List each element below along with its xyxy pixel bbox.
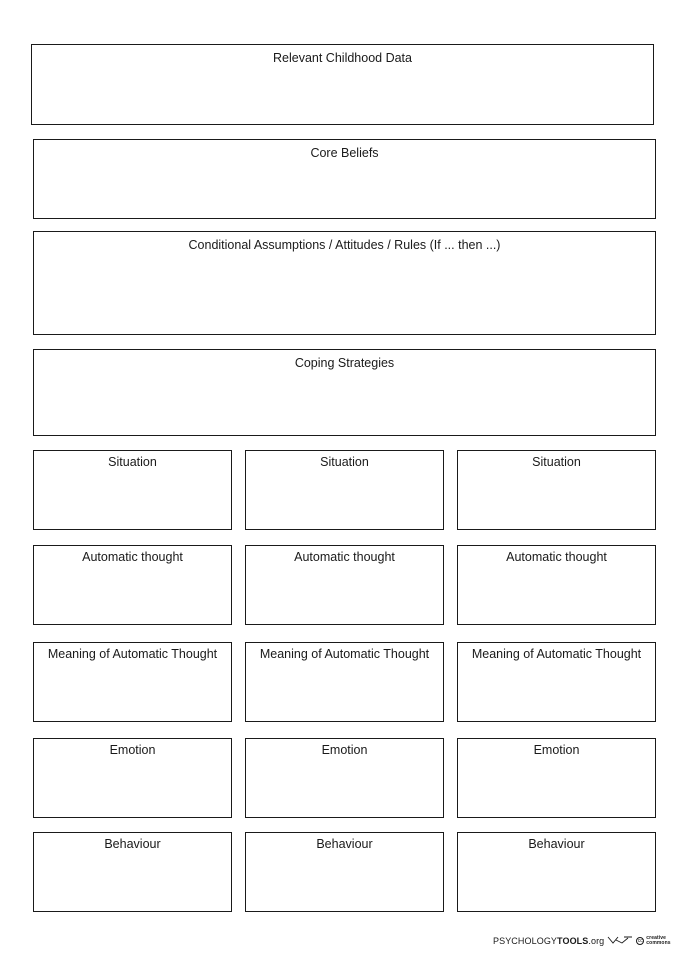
automatic-thought-label-2: Automatic thought xyxy=(294,550,395,564)
automatic-thought-box-2[interactable] xyxy=(245,545,444,625)
automatic-thought-label-3: Automatic thought xyxy=(506,550,607,564)
coping-strategies-label: Coping Strategies xyxy=(294,356,395,370)
emotion-label-3: Emotion xyxy=(533,743,580,757)
behaviour-box-2[interactable] xyxy=(245,832,444,912)
automatic-thought-label-1: Automatic thought xyxy=(82,550,183,564)
conditional-assumptions-label: Conditional Assumptions / Attitudes / Rules (If ... then ...) xyxy=(188,238,501,252)
automatic-thought-box-3[interactable] xyxy=(457,545,656,625)
conditional-assumptions-box[interactable] xyxy=(33,231,656,335)
brand-prefix: PSYCHOLOGY xyxy=(493,936,558,946)
meaning-box-2[interactable] xyxy=(245,642,444,722)
brand-suffix: .org xyxy=(588,936,605,946)
situation-box-3[interactable] xyxy=(457,450,656,530)
emotion-box-3[interactable] xyxy=(457,738,656,818)
meaning-label-3: Meaning of Automatic Thought xyxy=(471,647,642,661)
meaning-label-1: Meaning of Automatic Thought xyxy=(47,647,218,661)
behaviour-label-1: Behaviour xyxy=(104,837,161,851)
emotion-label-1: Emotion xyxy=(109,743,156,757)
creative-commons-icon: cc creative commons xyxy=(637,935,671,946)
childhood-data-label: Relevant Childhood Data xyxy=(273,51,412,65)
meaning-box-3[interactable] xyxy=(457,642,656,722)
situation-label-3: Situation xyxy=(532,455,581,469)
childhood-data-box[interactable] xyxy=(31,44,654,125)
emotion-box-1[interactable] xyxy=(33,738,232,818)
core-beliefs-label: Core Beliefs xyxy=(310,146,379,160)
cc-line1: creative xyxy=(646,935,667,941)
cc-line2: commons xyxy=(646,940,671,946)
footer-attribution xyxy=(493,934,671,948)
meaning-box-1[interactable] xyxy=(33,642,232,722)
situation-label-2: Situation xyxy=(320,455,369,469)
meaning-label-2: Meaning of Automatic Thought xyxy=(259,647,430,661)
emotion-box-2[interactable] xyxy=(245,738,444,818)
behaviour-box-3[interactable] xyxy=(457,832,656,912)
psychologytools-logo-icon xyxy=(607,935,633,947)
situation-label-1: Situation xyxy=(108,455,157,469)
situation-box-2[interactable] xyxy=(245,450,444,530)
behaviour-label-2: Behaviour xyxy=(316,837,373,851)
brand-text xyxy=(493,936,604,946)
core-beliefs-box[interactable] xyxy=(33,139,656,219)
behaviour-box-1[interactable] xyxy=(33,832,232,912)
behaviour-label-3: Behaviour xyxy=(528,837,585,851)
emotion-label-2: Emotion xyxy=(321,743,368,757)
coping-strategies-box[interactable] xyxy=(33,349,656,436)
brand-bold: TOOLS xyxy=(557,936,589,946)
situation-box-1[interactable] xyxy=(33,450,232,530)
automatic-thought-box-1[interactable] xyxy=(33,545,232,625)
